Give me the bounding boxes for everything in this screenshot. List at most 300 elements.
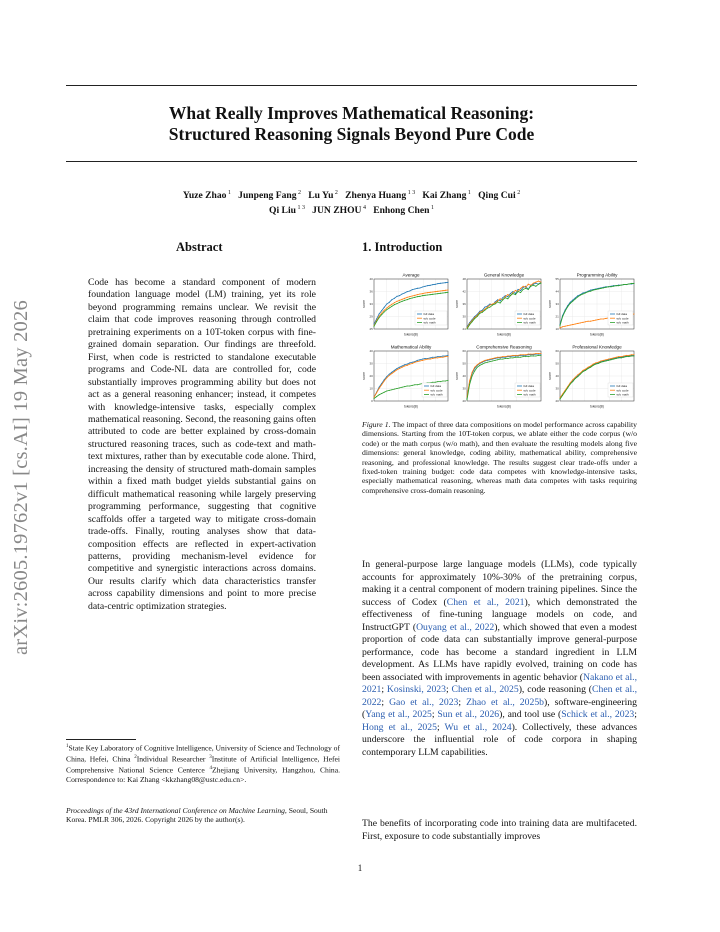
data-point: [520, 288, 521, 289]
data-point: [631, 283, 632, 284]
footnote-text: Institute of Artificial Intelligence, Hefei Comprehensive National Science Centerce: [66, 754, 340, 775]
data-point: [466, 328, 467, 329]
citation-link[interactable]: Sun et al., 2026: [437, 709, 500, 720]
body-text: ;: [458, 696, 467, 708]
data-point: [422, 295, 423, 296]
data-point: [515, 357, 516, 358]
data-point: [565, 311, 566, 312]
citation-link[interactable]: Zhao et al., 2025b: [466, 696, 545, 708]
data-point: [412, 363, 413, 364]
legend-label: w/o math: [616, 320, 629, 325]
data-point: [412, 385, 413, 386]
data-point: [575, 298, 576, 299]
data-point: [430, 357, 431, 358]
data-point: [515, 290, 516, 291]
data-point: [565, 391, 566, 392]
data-point: [419, 296, 420, 297]
data-point: [442, 282, 443, 283]
data-point: [477, 367, 478, 368]
data-point: [379, 313, 380, 314]
data-point: [404, 300, 405, 301]
data-point: [559, 327, 560, 328]
data-point: [432, 291, 433, 292]
data-point: [394, 298, 395, 299]
data-point: [440, 290, 441, 291]
chart-svg: [455, 271, 544, 339]
data-point: [577, 374, 578, 375]
data-point: [582, 370, 583, 371]
data-point: [447, 292, 448, 293]
data-point: [608, 359, 609, 360]
data-point: [502, 359, 503, 360]
author-affiliation-mark: 2: [515, 190, 521, 196]
data-point: [517, 289, 518, 290]
data-point: [409, 298, 410, 299]
author-affiliation-mark: 1: [466, 190, 471, 196]
citation-link[interactable]: Hong et al., 2025: [362, 721, 437, 733]
data-point: [525, 354, 526, 355]
data-point: [399, 367, 400, 368]
data-point: [487, 308, 488, 309]
chart-panel: [455, 343, 544, 411]
data-point: [500, 302, 501, 303]
citation-link[interactable]: Chen et al., 2025: [451, 684, 519, 695]
data-point: [389, 307, 390, 308]
caption-text: The impact of three data compositions on model performance across capability dimensions. Starting from the 10T-token corpus, we ablate either the code corpus (w/o code) or the math corpus (w/o math), and then evaluate the resulting models along five dimensions: general knowledge, coding ability, mathematical ability, comprehensive reasoning, and professional knowledge. The results suggest clear trade-offs under a fixed-token training budget: code data competes with knowledge-intensive tasks, especially mathematical reasoning, whereas math data competes with tasks requiring comprehensive cross-domain reasoning.: [362, 420, 637, 495]
data-point: [505, 356, 506, 357]
x-axis-label: tokens(B): [404, 332, 418, 337]
data-point: [517, 291, 518, 292]
data-point: [489, 307, 490, 308]
author-name: Lu Yu: [308, 190, 334, 202]
data-point: [396, 368, 397, 369]
y-tick-label: 40: [462, 374, 466, 379]
data-point: [580, 374, 581, 375]
body-text: ), code reasoning (: [518, 684, 593, 695]
data-point: [391, 299, 392, 300]
data-point: [417, 361, 418, 362]
data-point: [626, 356, 627, 357]
data-point: [402, 365, 403, 366]
data-point: [445, 356, 446, 357]
data-point: [430, 359, 431, 360]
data-point: [502, 297, 503, 298]
data-point: [593, 320, 594, 321]
data-point: [517, 355, 518, 356]
data-point: [540, 353, 541, 354]
data-point: [376, 321, 377, 322]
data-point: [472, 321, 473, 322]
data-point: [427, 294, 428, 295]
citation-link[interactable]: Wu et al., 2024: [444, 721, 512, 733]
data-point: [530, 286, 531, 287]
data-point: [605, 359, 606, 360]
x-axis-label: tokens(B): [497, 332, 511, 337]
data-point: [437, 293, 438, 294]
chart-title: General Knowledge: [483, 272, 525, 278]
data-point: [510, 295, 511, 296]
data-point: [633, 313, 634, 314]
author-name: Kai Zhang: [422, 190, 467, 202]
chart-panel: [548, 343, 637, 411]
data-point: [565, 326, 566, 327]
y-axis-label: score: [362, 300, 367, 308]
data-point: [502, 356, 503, 357]
author-affiliation-mark: 2: [333, 190, 338, 196]
data-point: [384, 310, 385, 311]
y-tick-label: 30: [462, 314, 466, 319]
data-point: [435, 284, 436, 285]
data-point: [484, 310, 485, 311]
data-point: [489, 304, 490, 305]
author-name: Junpeng Fang: [238, 190, 297, 202]
data-point: [598, 363, 599, 364]
y-tick-label: 50: [462, 361, 466, 366]
body-text: ), and tool use (: [499, 709, 562, 720]
author-affiliation-mark: 1: [226, 190, 231, 196]
data-point: [520, 357, 521, 358]
data-point: [567, 387, 568, 388]
data-point: [603, 360, 604, 361]
data-point: [500, 298, 501, 299]
data-point: [600, 360, 601, 361]
citation-link[interactable]: Gao et al., 2023: [389, 696, 459, 708]
chart-title: Average: [402, 272, 420, 278]
chart-title: Comprehensive Reasoning: [476, 344, 532, 350]
y-tick-label: 40: [555, 374, 559, 379]
data-point: [447, 355, 448, 356]
data-point: [442, 292, 443, 293]
y-tick-label: 25: [369, 327, 373, 332]
data-point: [500, 357, 501, 358]
data-point: [600, 318, 601, 319]
data-point: [608, 286, 609, 287]
data-point: [621, 285, 622, 286]
data-point: [442, 357, 443, 358]
page-number: 1: [357, 863, 363, 873]
citation-link[interactable]: Ouyang et al., 2022: [416, 621, 495, 633]
data-point: [384, 311, 385, 312]
data-point: [427, 285, 428, 286]
data-point: [435, 382, 436, 383]
author-name: Enhong Chen: [373, 205, 430, 217]
data-point: [528, 284, 529, 285]
data-point: [445, 292, 446, 293]
data-point: [562, 395, 563, 396]
data-point: [412, 295, 413, 296]
data-point: [381, 312, 382, 313]
data-point: [631, 355, 632, 356]
data-point: [414, 384, 415, 385]
data-point: [515, 294, 516, 295]
data-point: [379, 394, 380, 395]
data-point: [623, 357, 624, 358]
data-point: [507, 355, 508, 356]
data-point: [440, 293, 441, 294]
data-point: [445, 282, 446, 283]
data-point: [472, 375, 473, 376]
data-point: [492, 358, 493, 359]
data-point: [394, 389, 395, 390]
data-point: [396, 301, 397, 302]
data-point: [577, 376, 578, 377]
data-point: [445, 290, 446, 291]
data-point: [520, 292, 521, 293]
data-point: [520, 290, 521, 291]
data-point: [525, 288, 526, 289]
data-point: [598, 362, 599, 363]
author-name: Qi Liu: [269, 205, 296, 217]
footnote-text: Zhejiang University, Hangzhou, China. Correspondence to: Kai Zhang <kkzhang08@ustc.edu.cn>.: [66, 765, 340, 784]
data-point: [540, 283, 541, 284]
legend-label: w/o math: [423, 320, 436, 325]
data-point: [442, 380, 443, 381]
citation-link[interactable]: Kosinski, 2023: [386, 684, 446, 695]
data-point: [610, 286, 611, 287]
data-point: [598, 288, 599, 289]
data-point: [430, 294, 431, 295]
data-point: [633, 355, 634, 356]
chart-title: Programming Ability: [576, 272, 618, 278]
data-point: [520, 354, 521, 355]
data-point: [528, 356, 529, 357]
body-text: In general-purpose large language models (LLMs), code typically accounts for approximately 10%-30% of the pretraining corpus, making it a central component of modern training pipelines. Since the success of Codex (: [362, 559, 637, 608]
data-point: [399, 295, 400, 296]
data-point: [603, 318, 604, 319]
data-point: [469, 324, 470, 325]
data-point: [585, 292, 586, 293]
data-point: [396, 369, 397, 370]
top-rule: [66, 85, 637, 86]
data-point: [424, 359, 425, 360]
data-point: [603, 361, 604, 362]
data-point: [533, 285, 534, 286]
data-point: [407, 365, 408, 366]
data-point: [505, 296, 506, 297]
figure-1-caption: [362, 420, 637, 495]
data-point: [572, 324, 573, 325]
data-point: [430, 292, 431, 293]
y-tick-label: 20: [462, 399, 466, 404]
data-point: [623, 284, 624, 285]
citation-link[interactable]: Chen et al., 2022: [362, 684, 637, 708]
data-point: [396, 388, 397, 389]
data-point: [414, 362, 415, 363]
y-tick-label: 24: [462, 327, 466, 332]
data-point: [445, 380, 446, 381]
data-point: [530, 354, 531, 355]
y-tick-label: 10: [555, 327, 559, 332]
data-point: [412, 362, 413, 363]
data-point: [616, 357, 617, 358]
data-point: [381, 310, 382, 311]
data-point: [512, 355, 513, 356]
data-point: [417, 288, 418, 289]
data-point: [384, 307, 385, 308]
data-point: [477, 316, 478, 317]
author-name: Qing Cui: [478, 190, 516, 202]
data-point: [590, 290, 591, 291]
data-point: [497, 357, 498, 358]
data-point: [577, 296, 578, 297]
data-point: [384, 392, 385, 393]
y-axis-label: score: [362, 372, 367, 380]
footnote-text: Individual Researcher: [136, 754, 210, 764]
data-point: [435, 357, 436, 358]
data-point: [404, 292, 405, 293]
data-point: [414, 288, 415, 289]
data-point: [497, 359, 498, 360]
data-point: [414, 297, 415, 298]
data-point: [631, 354, 632, 355]
data-point: [432, 284, 433, 285]
citation-link[interactable]: Chen et al., 2021: [446, 596, 525, 608]
body-text: ;: [431, 709, 438, 720]
citation-link[interactable]: Nakano et al., 2021: [362, 671, 638, 695]
data-point: [417, 360, 418, 361]
data-point: [572, 379, 573, 380]
data-point: [582, 292, 583, 293]
data-point: [559, 399, 560, 400]
chart-svg: [455, 343, 544, 411]
legend-label: w/o code: [616, 388, 629, 393]
data-point: [447, 356, 448, 357]
data-point: [442, 355, 443, 356]
data-point: [469, 380, 470, 381]
data-point: [588, 291, 589, 292]
data-point: [381, 384, 382, 385]
footnote-mark: 1: [66, 744, 69, 749]
data-point: [484, 362, 485, 363]
data-point: [570, 325, 571, 326]
citation-link[interactable]: Schick et al., 2023: [561, 709, 635, 720]
data-point: [613, 359, 614, 360]
legend-label: w/o math: [523, 392, 536, 397]
data-point: [422, 286, 423, 287]
data-point: [535, 353, 536, 354]
legend-label: full data: [423, 312, 435, 317]
data-point: [487, 307, 488, 308]
data-point: [484, 307, 485, 308]
data-point: [409, 385, 410, 386]
data-point: [427, 292, 428, 293]
data-point: [407, 299, 408, 300]
data-point: [621, 357, 622, 358]
data-point: [495, 303, 496, 304]
data-point: [610, 359, 611, 360]
data-point: [474, 318, 475, 319]
data-point: [575, 377, 576, 378]
x-axis-label: tokens(B): [497, 404, 511, 409]
data-point: [598, 319, 599, 320]
data-point: [386, 377, 387, 378]
data-point: [512, 293, 513, 294]
data-point: [605, 360, 606, 361]
data-point: [487, 362, 488, 363]
y-tick-label: 36: [462, 302, 466, 307]
data-point: [479, 312, 480, 313]
data-point: [437, 291, 438, 292]
data-point: [507, 298, 508, 299]
data-point: [414, 295, 415, 296]
data-point: [487, 359, 488, 360]
legend-label: full data: [430, 384, 442, 389]
y-tick-label: 40: [369, 277, 373, 282]
citation-link[interactable]: Yang et al., 2025: [365, 709, 432, 720]
data-point: [562, 316, 563, 317]
data-point: [389, 390, 390, 391]
data-point: [582, 293, 583, 294]
data-point: [582, 322, 583, 323]
chart-panel: [362, 343, 451, 411]
data-point: [437, 357, 438, 358]
legend-label: full data: [523, 384, 535, 389]
data-point: [402, 293, 403, 294]
data-point: [575, 323, 576, 324]
data-point: [588, 367, 589, 368]
legend-label: w/o code: [423, 316, 436, 321]
data-point: [613, 286, 614, 287]
data-point: [399, 368, 400, 369]
data-point: [605, 318, 606, 319]
body-text: ;: [381, 696, 390, 708]
footnote-rule: [66, 739, 136, 740]
data-point: [402, 387, 403, 388]
data-point: [391, 304, 392, 305]
data-point: [510, 355, 511, 356]
proceedings-note: [66, 806, 340, 825]
data-point: [474, 367, 475, 368]
data-point: [525, 356, 526, 357]
footnote-mark: 3: [209, 754, 212, 760]
data-point: [447, 289, 448, 290]
data-point: [412, 289, 413, 290]
y-axis-label: score: [455, 300, 460, 308]
legend-label: w/o code: [616, 316, 629, 321]
data-point: [603, 287, 604, 288]
data-point: [417, 384, 418, 385]
data-point: [618, 357, 619, 358]
data-point: [500, 359, 501, 360]
introduction-heading: 1. Introduction: [362, 240, 443, 254]
x-axis-label: tokens(B): [404, 404, 418, 409]
data-point: [402, 367, 403, 368]
data-point: [507, 294, 508, 295]
y-tick-label: 60: [555, 349, 559, 354]
proceedings-venue: Proceedings of the 43rd International Conference on Machine Learning: [66, 806, 285, 815]
data-point: [384, 380, 385, 381]
data-point: [404, 386, 405, 387]
data-point: [437, 356, 438, 357]
data-point: [507, 296, 508, 297]
data-point: [492, 360, 493, 361]
x-axis-label: tokens(B): [590, 404, 604, 409]
data-point: [593, 364, 594, 365]
data-point: [595, 364, 596, 365]
data-point: [510, 357, 511, 358]
data-point: [567, 306, 568, 307]
data-point: [469, 384, 470, 385]
data-point: [409, 364, 410, 365]
data-point: [538, 355, 539, 356]
y-tick-label: 30: [555, 386, 559, 391]
body-text: ;: [634, 709, 637, 720]
data-point: [386, 303, 387, 304]
y-tick-label: 30: [462, 386, 466, 391]
data-point: [379, 388, 380, 389]
data-point: [530, 355, 531, 356]
data-point: [502, 299, 503, 300]
